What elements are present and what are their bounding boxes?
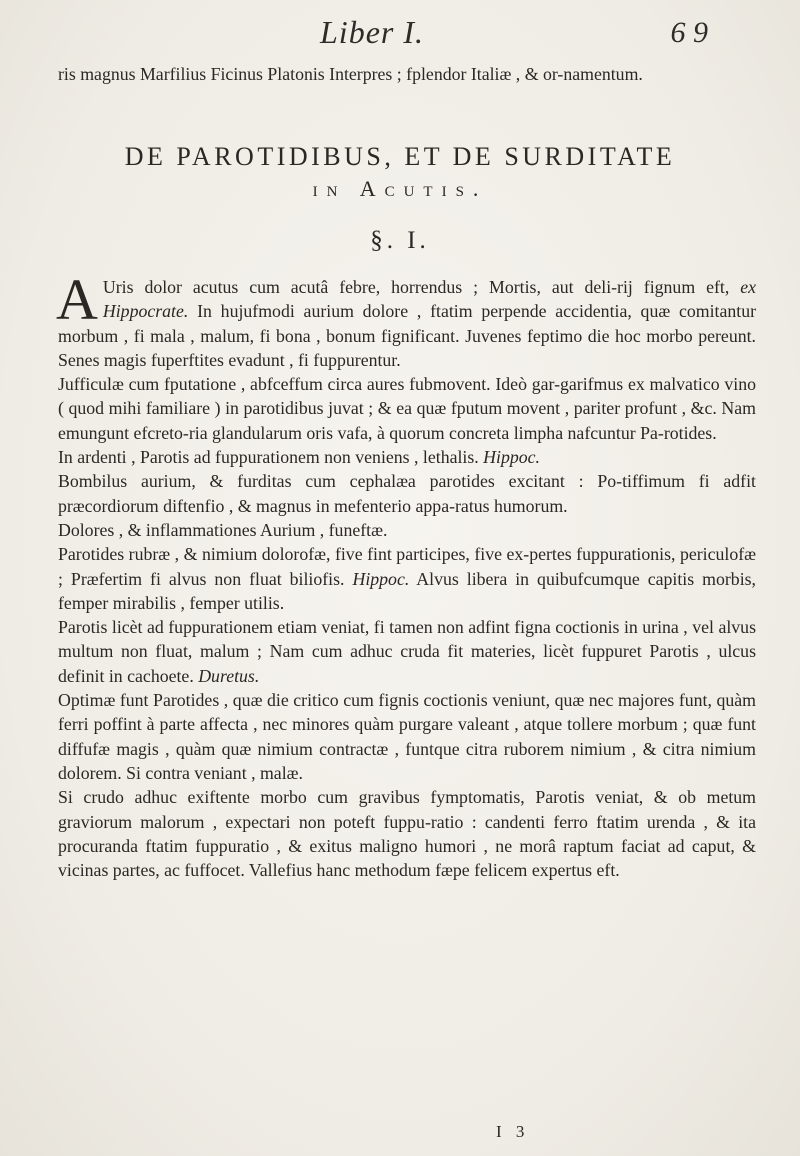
page-number: 6 9: [670, 16, 708, 49]
paragraph-6-text-b: Alvus libera in quibufcumque capitis morbis, femper mirabilis , femper utilis.: [58, 568, 757, 613]
carry-over-text: ris magnus Marfilius Ficinus Platonis Interpres ; fplendor Italiæ , & or-namentum.: [58, 64, 643, 84]
citation: Duretus.: [198, 665, 260, 686]
paragraph-1-text-b: In hujufmodi aurium dolore , ftatim perpende accidentia, quæ comitantur morbum , fi mala , malum, fi bona , bonum fignificant. Juvenes feptimo die hoc morbo pereunt. Senes magis fuperftites evadunt , fi fuppurentur.: [58, 301, 756, 370]
paragraph-2: Jufficulæ cum fputatione , abfceffum circa aures fubmovent. Ideò gar-garifmus ex malvatico vino ( quod mihi familiare ) in parotidibus juvat ; & ea quæ fputum movent , pariter profunt , &c. Nam emungunt efcreto-ria glandularum oris vafa, à quorum concreta limpha nafcuntur Pa-rotides.: [58, 374, 756, 443]
paragraph-3-text: In ardenti , Parotis ad fuppurationem non veniens , lethalis.: [58, 447, 484, 468]
body-text: [56, 267, 757, 882]
paragraph-1-text-a: Uris dolor acutus cum acutâ febre, horrendus ; Mortis, aut deli-rij fignum eft,: [102, 277, 741, 297]
paragraph-8: Optimæ funt Parotides , quæ die critico cum fignis coctionis veniunt, quæ nec majores funt, quàm ferri poffint à parte affecta , nec minores quàm purgare valeant , atque tollere morbum ; quæ funt diffufæ magis , quàm quæ nimium contractæ , funtque citra ruborem nimium , & citra nimium dolorem. Si contra veniant , malæ.: [58, 690, 756, 783]
citation: Hippoc.: [352, 568, 410, 589]
paragraph-mark: §. I.: [370, 227, 430, 254]
section-subtitle: in Acutis.: [312, 176, 488, 201]
section-title: DE PAROTIDIBUS, ET DE SURDITATE: [124, 142, 676, 171]
citation: Hippoc.: [483, 447, 540, 468]
drop-cap: A: [56, 267, 98, 332]
paragraph-7-text: Parotis licèt ad fuppurationem etiam veniat, fi tamen non adfint figna coctionis in urina , vel alvus multum non fluat, malum ; Nam cum adhuc cruda fit materies, licèt fuppuret Parotis , ulcus definit in cachoete.: [58, 617, 756, 686]
paragraph-9: Si crudo adhuc exiftente morbo cum gravibus fymptomatis, Parotis veniat, & ob metum graviorum malorum , expectari non poteft fuppu-ratio : candenti ferro ftatim urenda , & ita procuranda ftatim fuppuratio , & exitus maligno humori , ne morâ raptum faciat ad caput, & vicinas partes, ac fuffocet. Vallefius hanc methodum fæpe felicem expertus eft.: [58, 787, 756, 881]
page-header: [0, 14, 800, 54]
paragraph-6: [58, 542, 756, 615]
catchword: I 3: [496, 1122, 530, 1141]
citation: ex Hippocrate.: [102, 277, 756, 322]
paragraph-7: [58, 615, 756, 688]
paragraph-6-text-a: Parotides rubræ , & nimium dolorofæ, five fint participes, five ex-pertes fuppurationis, periculofæ ; Præfertim fi alvus non fluat biliofis.: [58, 544, 756, 589]
paragraph-1: [56, 267, 756, 372]
paragraph-3: [58, 445, 756, 469]
running-title: Liber I.: [320, 14, 424, 50]
paragraph-4: Bombilus aurium, & furditas cum cephalæa parotides excitant : Po-tiffimum fi adfit præcordiorum diftenfio , & magnus in mefenterio appa-ratus humorum.: [58, 471, 756, 516]
paragraph-5: Dolores , & inflammationes Aurium , funeftæ.: [58, 519, 388, 540]
